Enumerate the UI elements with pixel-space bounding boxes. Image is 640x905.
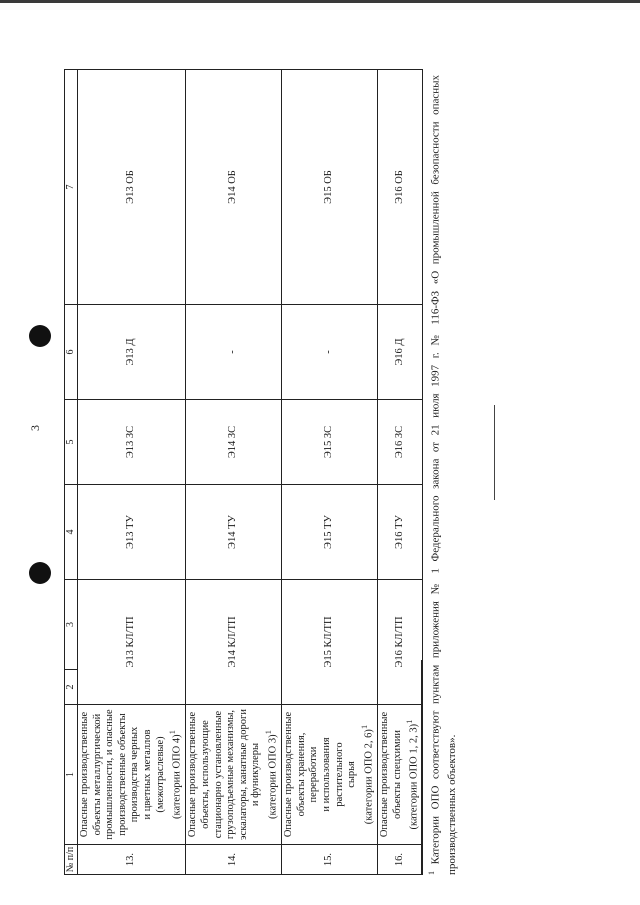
object-description [282,705,378,845]
doc-code-cell: Э16 ЗС [377,400,422,485]
row-number: 15. [282,845,378,875]
footnote-text: Категории ОПО соответствуют пунктам приложения № 1 Федерального закона от 21 июля 1997 г. № 116-ФЗ «О промышленной безопасности опасных производственных объектов». [429,75,459,875]
header-cell: 6 [65,305,78,400]
footnote-marker: 1 [262,730,273,735]
footnote [426,75,461,875]
doc-code-cell: Э15 ОБ [282,70,378,305]
doc-code-cell: Э14 ТУ [186,485,282,580]
table-row [282,70,378,875]
documents-table [64,69,423,875]
doc-code-cell: - [282,305,378,400]
desc-line: грузоподъемные механизмы, [225,709,237,840]
desc-line: (категории ОПО 3) [267,734,279,819]
header-cell: 3 [65,580,78,670]
doc-code-cell: Э14 КЛ/ТП [186,580,282,705]
object-description [377,705,422,845]
header-cell: 7 [65,70,78,305]
desc-line: (межотраслевые) [154,736,166,813]
desc-line: производственные объекты [116,713,128,836]
desc-line: объекты спецхимии [391,730,403,819]
doc-code-cell: Э16 КЛ/ТП [377,580,422,705]
doc-code-cell: Э13 ОБ [78,70,186,305]
desc-line: Опасные производственные [283,711,295,838]
object-description [78,705,186,845]
footnote-marker: 1 [167,730,178,735]
desc-line: (категории ОПО 2, 6) [363,729,375,825]
footnote-separator [421,660,422,875]
desc-line: эскалаторы, канатные дороги [237,709,249,840]
end-rule [494,405,495,500]
table-header-row [65,70,78,875]
desc-line: сырья [346,761,358,788]
desc-line: объекты металлургической [91,713,103,836]
doc-code-cell: Э14 ОБ [186,70,282,305]
header-cell: 1 [65,705,78,845]
doc-code-cell: Э15 ТУ [282,485,378,580]
footnote-marker: 1 [404,719,415,724]
desc-line: производства черных [129,726,141,823]
desc-line: Опасные производственные [378,711,390,838]
desc-line: и фуникулеры [250,742,262,807]
desc-line: стационарно установленные [212,710,224,839]
doc-code-cell: Э16 Д [377,305,422,400]
page-number: 3 [28,425,42,431]
header-cell: № п/п [65,845,78,875]
desc-line: и использования растительного [321,737,345,812]
header-cell: 2 [65,670,78,705]
desc-line: промышленности, и опасные [104,709,116,840]
doc-code-cell: Э14 ЗС [186,400,282,485]
row-number: 16. [377,845,422,875]
doc-code-cell: Э15 КЛ/ТП [282,580,378,705]
doc-code-cell: Э16 ТУ [377,485,422,580]
desc-line: (категории ОПО 1, 2, 3) [408,723,420,830]
footnote-mark: 1 [427,871,436,875]
desc-line: объекты, использующие [200,720,212,829]
doc-code-cell: - [186,305,282,400]
doc-code-cell: Э13 ЗС [78,400,186,485]
header-cell: 5 [65,400,78,485]
desc-line: Опасные производственные [187,711,199,838]
desc-line: объекты хранения, переработки [295,732,320,817]
footnote-marker: 1 [358,724,369,730]
doc-code-cell: Э13 КЛ/ТП [78,580,186,705]
doc-code-cell: Э15 ЗС [282,400,378,485]
desc-line: (категории ОПО 4) [171,734,183,819]
desc-line: и цветных металлов [141,729,153,820]
header-cell: 4 [65,485,78,580]
row-number: 14. [186,845,282,875]
doc-code-cell: Э13 Д [78,305,186,400]
doc-code-cell: Э16 ОБ [377,70,422,305]
desc-line: Опасные производственные [79,711,90,838]
table-row [78,70,186,875]
doc-code-cell: Э13 ТУ [78,485,186,580]
table-row [186,70,282,875]
row-number: 13. [78,845,186,875]
table-row [377,70,422,875]
object-description [186,705,282,845]
